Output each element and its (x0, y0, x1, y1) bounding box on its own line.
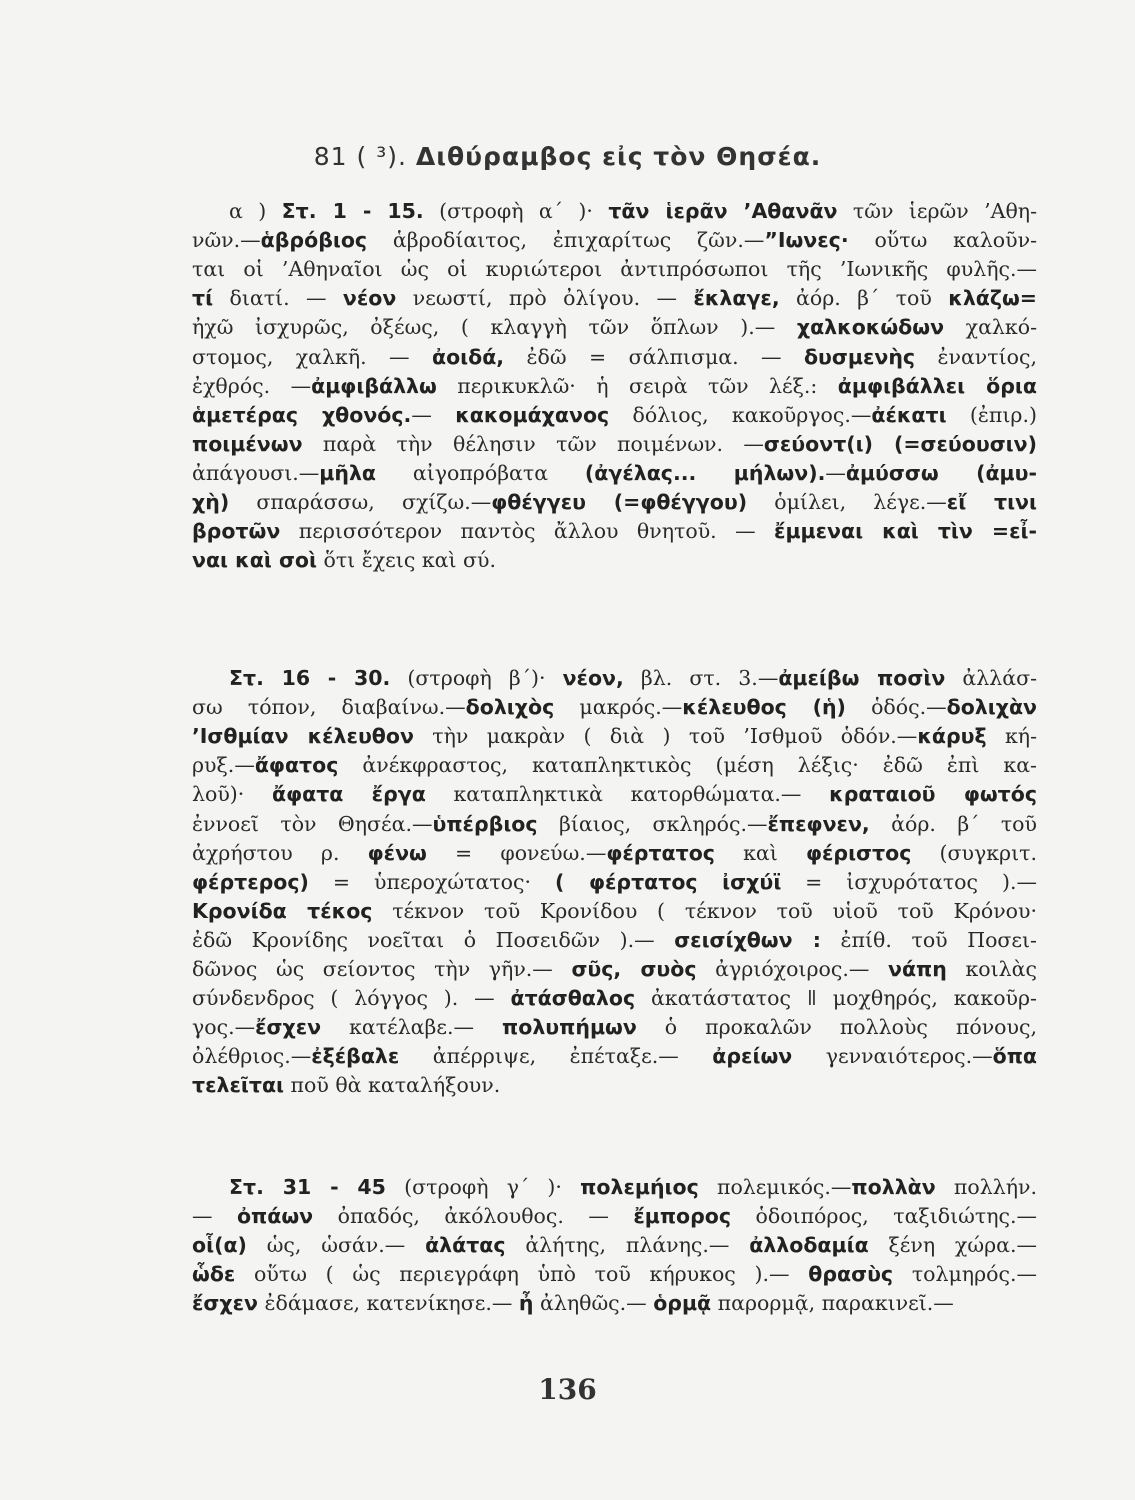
lemma-term: ἔμπορος (633, 1204, 732, 1229)
text-segment: νεωστί, πρὸ ὀλίγου. — (396, 286, 694, 311)
lemma-term: μῆλα (319, 460, 377, 485)
text-segment: δόλιος, κακοῦργος.— (609, 402, 872, 427)
lemma-term: φθέγγευ (=φθέγγου) (491, 490, 748, 514)
lemma-term: ἀμείβω ποσὶν (778, 666, 946, 690)
text-line (192, 751, 1037, 780)
lemma-term: ὁρμᾷ (653, 1291, 712, 1316)
lemma-term: ( φέρτατος ἰσχύϊ (555, 869, 782, 894)
text-segment: — (192, 1204, 237, 1229)
text-segment: παρὰ τὴν θέλησιν τῶν ποιμένων. — (302, 431, 764, 456)
text-segment: (στροφὴ α΄ )· (423, 199, 609, 223)
lemma-term: Στ. 1 - 15. (281, 199, 424, 223)
lemma-term: φέριστος (805, 840, 912, 865)
text-segment: = ἰσχυρότατος ).— (781, 869, 1038, 894)
lemma-term: δυσμενὴς (803, 344, 916, 369)
text-line (192, 372, 1037, 401)
text-segment: βίαιος, σκληρός.— (537, 811, 768, 836)
text-segment: ὀλέθριος.— (192, 1044, 312, 1069)
lemma-term: ἀλλοδαμία (749, 1233, 869, 1258)
lemma-term: φέρτερος) (192, 869, 309, 894)
text-segment: σύνδενδρος ( λόγγος ). — (192, 986, 511, 1011)
text-segment: ἀληθῶς.— (533, 1291, 654, 1316)
text-segment: ἐπίθ. τοῦ Ποσει- (820, 927, 1037, 952)
text-line (192, 984, 1037, 1013)
lemma-term: νέον, (562, 666, 624, 690)
text-segment: ἀνέκφραστος, καταπληκτικὸς (μέση λέξις· ἐδῶ ἐπὶ κα- (338, 753, 1037, 778)
text-segment: δῶνος ὡς σείοντος τὴν γῆν.— (192, 957, 572, 981)
lemma-term: Στ. 16 - 30. (229, 666, 391, 690)
text-line (192, 401, 1037, 430)
text-segment: α ) (229, 199, 282, 223)
text-line (229, 664, 1037, 693)
text-line (192, 255, 1037, 284)
lemma-term: ὀπάων (236, 1204, 314, 1229)
heading-number: 81 ( ³). (313, 142, 416, 171)
lemma-term: ναι καὶ σοὶ (192, 548, 317, 573)
lemma-term: ὑπέρβιος (432, 811, 538, 836)
text-line (192, 1042, 1037, 1071)
text-line (192, 284, 1037, 313)
heading-title: Διθύραμβος εἰς τὸν Θησέα. (415, 142, 822, 171)
text-segment: αἰγοπρόβατα (376, 460, 585, 485)
text-segment: ἐδάμασε, κατενίκησε.— (257, 1291, 519, 1316)
section-heading (0, 142, 1135, 171)
lemma-term: βροτῶν (192, 519, 281, 544)
lemma-term: ἔμμεναι καὶ τὶν =εἶ- (774, 519, 1037, 544)
text-line (192, 1202, 1037, 1231)
text-line (192, 955, 1037, 984)
text-segment: ὁδοιπόρος, ταξιδιώτης.— (731, 1204, 1037, 1229)
text-segment: τολμηρός.— (893, 1262, 1037, 1287)
text-segment: τέκνον τοῦ Κρονίδου ( τέκνον τοῦ υἱοῦ τοῦ Κρόνου· (372, 898, 1038, 923)
text-segment: ποῦ θὰ καταλήξουν. (284, 1073, 501, 1098)
lemma-term: χὴ) (192, 490, 230, 514)
text-segment: κατέλαβε.— (321, 1015, 503, 1040)
text-segment: ἐδῶ = σάλπισμα. — (504, 344, 804, 369)
lemma-term: ποιμένων (192, 431, 303, 456)
lemma-term: κάρυξ (917, 724, 987, 749)
text-segment: ὀπαδός, ἀκόλουθος. — (313, 1204, 634, 1229)
lemma-term: κέλευθος (ἡ) (682, 695, 846, 720)
page-number: 136 (538, 1373, 597, 1406)
lemma-term: φένω (367, 840, 427, 865)
text-line (192, 1013, 1037, 1042)
lemma-term: ἁμετέρας χθονός. (192, 402, 412, 427)
text-segment: ἀγριόχοιρος.— (696, 957, 888, 981)
text-line (192, 1260, 1037, 1289)
text-segment: γος.— (192, 1015, 256, 1040)
text-line (229, 197, 1037, 226)
text-segment: οὕτω ( ὡς περιεγράφη ὑπὸ τοῦ κήρυκος ).— (235, 1262, 809, 1287)
text-segment: ἀπάγουσι.— (192, 460, 320, 485)
text-segment: ἀόρ. β΄ τοῦ (869, 811, 1037, 836)
text-segment: ἀχρήστου ρ. (192, 840, 368, 865)
lemma-term: νέον (342, 286, 397, 311)
text-segment: ἐννοεῖ τὸν Θησέα.— (192, 811, 433, 836)
lemma-term: ἀμύσσω (ἀμυ- (845, 460, 1037, 485)
text-line (192, 780, 1037, 809)
lemma-term: σεύοντ(ι) (=σεύουσιν) (763, 431, 1037, 456)
lemma-term: εἴ τινι (946, 490, 1038, 514)
lemma-term: ἀμφιβάλλω (311, 373, 437, 398)
text-segment: ται οἱ ’Αθηναῖοι ὡς οἱ κυριώτεροι ἀντιπρόσωποι τῆς ’Ιωνικῆς φυλῆς.— (192, 257, 1037, 282)
lemma-term: ἁβρόβιος (260, 228, 368, 253)
text-line (192, 313, 1037, 342)
text-segment: (στροφὴ β΄)· (390, 666, 563, 690)
text-segment: = φονεύω.— (426, 840, 607, 865)
text-segment: κοιλὰς (946, 957, 1038, 981)
text-segment: (ἐπιρ.) (946, 402, 1038, 427)
text-segment: ἐναντίος, (915, 344, 1037, 369)
text-segment: = ὑπεροχώτατος· (308, 869, 555, 894)
text-segment: — (825, 460, 846, 485)
text-line (192, 517, 1037, 546)
text-segment: κή- (986, 724, 1037, 749)
lemma-term: ἀέκατι (871, 402, 947, 427)
text-segment: ξένη χώρα.— (868, 1233, 1037, 1258)
lemma-term: κραταιοῦ φωτός (829, 782, 1038, 807)
text-segment: περισσότερον παντὸς ἄλλου θνητοῦ. — (280, 519, 775, 544)
text-segment: παρορμᾷ, παρακινεῖ.— (711, 1291, 954, 1316)
lemma-term: κακομάχανος (455, 402, 610, 427)
text-segment: ἀπέρριψε, ἐπέταξε.— (399, 1044, 713, 1069)
lemma-term: σῦς, συὸς (571, 957, 697, 981)
text-line (192, 343, 1037, 372)
lemma-term: ’Ισθμίαν κέλευθον (192, 724, 414, 749)
text-segment: μακρός.— (554, 695, 683, 720)
lemma-term: ἀλάτας (425, 1233, 506, 1258)
text-line (192, 546, 1037, 575)
text-line (192, 926, 1037, 955)
text-segment: νῶν.— (192, 228, 261, 253)
text-segment: ἐδῶ Κρονίδης νοεῖται ὁ Ποσειδῶν ).— (192, 927, 675, 952)
lemma-term: τί (192, 286, 214, 311)
text-segment: πολλήν. (935, 1175, 1037, 1199)
lemma-term: ἔπεφνεν, (767, 811, 870, 836)
lemma-term: τᾶν ἱερᾶν ’Αθανᾶν (608, 199, 838, 223)
text-segment: οὕτω καλοῦν- (848, 228, 1037, 253)
text-segment: σω τόπον, διαβαίνω.— (192, 695, 466, 720)
lemma-term: πολυπήμων (502, 1015, 637, 1040)
text-segment: τῶν ἱερῶν ’Αθη- (837, 199, 1038, 223)
text-segment: καταπληκτικὰ κατορθώματα.— (425, 782, 830, 807)
lemma-term: ἐξέβαλε (311, 1044, 400, 1069)
text-line (192, 839, 1037, 868)
text-line (192, 897, 1037, 926)
text-segment: — (411, 402, 456, 427)
lemma-term: πολεμήιος (580, 1175, 699, 1199)
text-line (192, 1231, 1037, 1260)
text-line (192, 1289, 1037, 1318)
lemma-term: (ἀγέλας... μήλων). (584, 460, 826, 485)
text-segment: καὶ (714, 840, 806, 865)
text-segment: ἀόρ. β΄ τοῦ (779, 286, 949, 311)
lemma-term: ἦ (518, 1291, 534, 1316)
text-segment: ἀλλάσ- (945, 666, 1037, 690)
lemma-term: τελεῖται (192, 1073, 285, 1098)
text-segment: βλ. στ. 3.— (623, 666, 779, 690)
text-segment: περικυκλῶ· ἡ σειρὰ τῶν λέξ.: (436, 373, 838, 398)
text-segment: ὁδός.— (845, 695, 947, 720)
text-segment: ἁβροδίαιτος, ἐπιχαρίτως ζῶν.— (367, 228, 765, 253)
text-line (229, 1173, 1037, 1202)
lemma-term: σεισίχθων : (674, 927, 821, 952)
lemma-term: φέρτατος (606, 840, 715, 865)
text-segment: τὴν μακρὰν ( διὰ ) τοῦ ’Ισθμοῦ ὁδόν.— (413, 724, 918, 749)
lemma-term: ἄφατα ἔργα (272, 782, 426, 807)
text-segment: (συγκριτ. (911, 840, 1037, 865)
text-line (192, 693, 1037, 722)
lemma-term: δολιχὸς (465, 695, 555, 720)
text-segment: χαλκό- (944, 315, 1038, 340)
lemma-term: ἔσχεν (255, 1015, 322, 1040)
text-line (192, 488, 1037, 517)
lemma-term: δολιχὰν (946, 695, 1038, 720)
text-line (192, 868, 1037, 897)
text-segment: (στροφὴ γ΄ )· (385, 1175, 581, 1199)
lemma-term: οἷ(α) (192, 1233, 247, 1258)
lemma-term: ὅπα (992, 1044, 1038, 1069)
text-segment: ὁ προκαλῶν πολλοὺς πόνους, (636, 1015, 1037, 1040)
text-segment: λοῦ)· (192, 782, 272, 807)
lemma-term: ἔκλαγε, (693, 286, 780, 311)
text-segment: ἐχθρός. — (192, 373, 312, 398)
text-segment: ρυξ.— (192, 753, 255, 778)
text-segment: σπαράσσω, σχίζω.— (229, 490, 492, 514)
text-segment: ὁμίλει, λέγε.— (747, 490, 947, 514)
text-line (192, 810, 1037, 839)
lemma-term: θρασὺς (808, 1262, 894, 1287)
lemma-term: νάπη (888, 957, 947, 981)
lemma-term: ἄφατος (254, 753, 339, 778)
lemma-term: ἀμφιβάλλει ὅρια (837, 373, 1037, 398)
text-segment: γενναιότερος.— (792, 1044, 993, 1069)
lemma-term: ἀοιδά, (431, 344, 505, 369)
text-line (192, 226, 1037, 255)
text-segment: πολεμικός.— (698, 1175, 852, 1199)
lemma-term: πολλὰν (851, 1175, 936, 1199)
lemma-term: ἀτάσθαλος (510, 986, 636, 1011)
text-segment: ἀλήτης, πλάνης.— (505, 1233, 750, 1258)
text-line (192, 722, 1037, 751)
lemma-term: χαλκοκώδων (796, 315, 945, 340)
text-segment: ὡς, ὡσάν.— (246, 1233, 426, 1258)
text-segment: ὅτι ἔχεις καὶ σύ. (316, 548, 496, 573)
lemma-term: ”Ιωνες· (764, 228, 849, 253)
text-line (192, 459, 1037, 488)
text-segment: ἀκατάστατος ǁ μοχθηρός, κακοῦρ- (635, 986, 1037, 1011)
lemma-term: ἀρείων (712, 1044, 793, 1069)
text-segment: ἠχῶ ἰσχυρῶς, ὀξέως, ( κλαγγὴ τῶν ὅπλων ).— (192, 315, 797, 340)
lemma-term: ὧδε (192, 1262, 236, 1287)
lemma-term: ἔσχεν (192, 1291, 258, 1316)
text-line (192, 430, 1037, 459)
text-segment: διατί. — (213, 286, 343, 311)
lemma-term: Στ. 31 - 45 (229, 1175, 386, 1199)
text-segment: στομος, χαλκῆ. — (192, 344, 432, 369)
lemma-term: κλάζω= (948, 286, 1037, 311)
text-line (192, 1071, 1037, 1100)
lemma-term: Κρονίδα τέκος (192, 898, 373, 923)
